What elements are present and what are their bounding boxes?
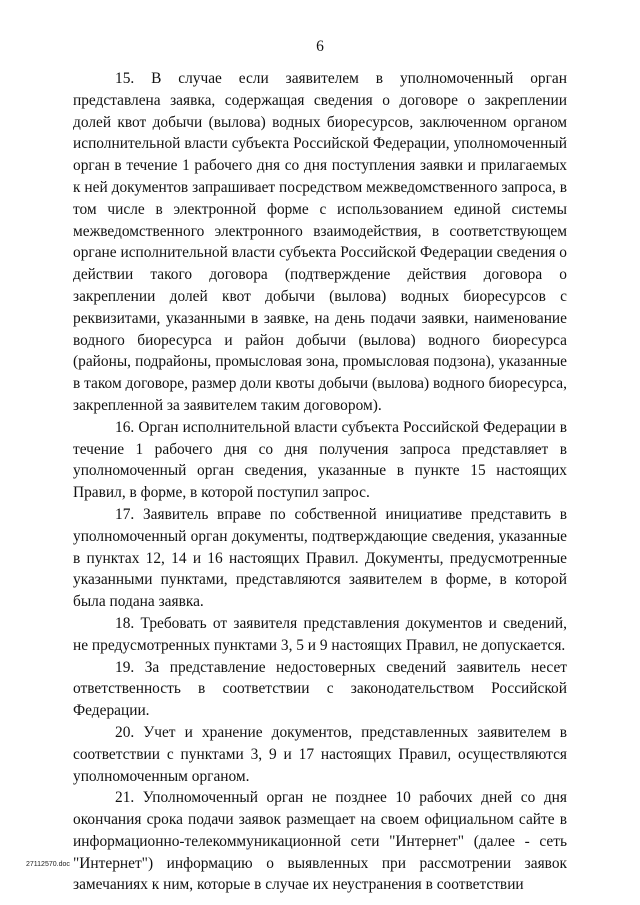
paragraph-17: 17. Заявитель вправе по собственной инициативе представить в уполномоченный орган документы, подтверждающие сведения, указанные в пунктах 12, 14 и 16 настоящих Правил. Документы, предусмотренные указанными пунктами, представляются заявителем в форме, в которой была подана заявка. (73, 505, 567, 611)
paragraph-20: 20. Учет и хранение документов, представленных заявителем в соответствии с пунктами 3, 9 и 17 настоящих Правил, осуществляются уполномоченным органом. (73, 723, 567, 785)
paragraph-21: 21. Уполномоченный орган не позднее 10 рабочих дней со дня окончания срока подачи заявок размещает на своем официальном сайте в информационно-телекоммуникационной сети "Интернет" (далее - сеть "Интернет") информацию о выявленных при рассмотрении заявок замечаниях к ним, которые в случае их неустранения в соответствии (73, 789, 567, 894)
paragraph-19: 19. За представление недостоверных сведений заявитель несет ответственность в соответствии с законодательством Российской Федерации. (73, 658, 567, 720)
page-number: 6 (316, 38, 324, 55)
paragraph-18: 18. Требовать от заявителя представления документов и сведений, не предусмотренных пунктами 3, 5 и 9 настоящих Правил, не допускается. (73, 614, 567, 654)
document-file-code: 27112570.doc (26, 861, 70, 868)
paragraph-15: 15. В случае если заявителем в уполномоченный орган представлена заявка, содержащая сведения о договоре о закреплении долей квот добычи (вылова) водных биоресурсов, заключенном органом исполнительной власти субъекта Российской Федерации, уполномоченный орган в течение 1 рабочего дня со дня поступления заявки и прилагаемых к ней документов запрашивает посредством межведомственного запроса, в том числе в электронной форме с использованием единой системы межведомственного электронного взаимодействия, в соответствующем органе исполнительной власти субъекта Российской Федерации сведения о действии такого договора (подтверждение действия договора о закреплении долей квот добычи (вылова) водных биоресурсов с реквизитами, указанными в заявке, на день подачи заявки, наименование водного биоресурса и район добычи (вылова) водного биоресурса (районы, подрайоны, промысловая зона, промысловая подзона), указанные в таком договоре, размер доли квоты добычи (вылова) водного биоресурса, закрепленной за заявителем таким договором). (73, 70, 567, 414)
paragraph-16: 16. Орган исполнительной власти субъекта Российской Федерации в течение 1 рабочего дня со дня получения запроса представляет в уполномоченный орган сведения, указанные в пункте 15 настоящих Правил, в форме, в которой поступил запрос. (73, 418, 567, 502)
document-body (73, 68, 567, 896)
